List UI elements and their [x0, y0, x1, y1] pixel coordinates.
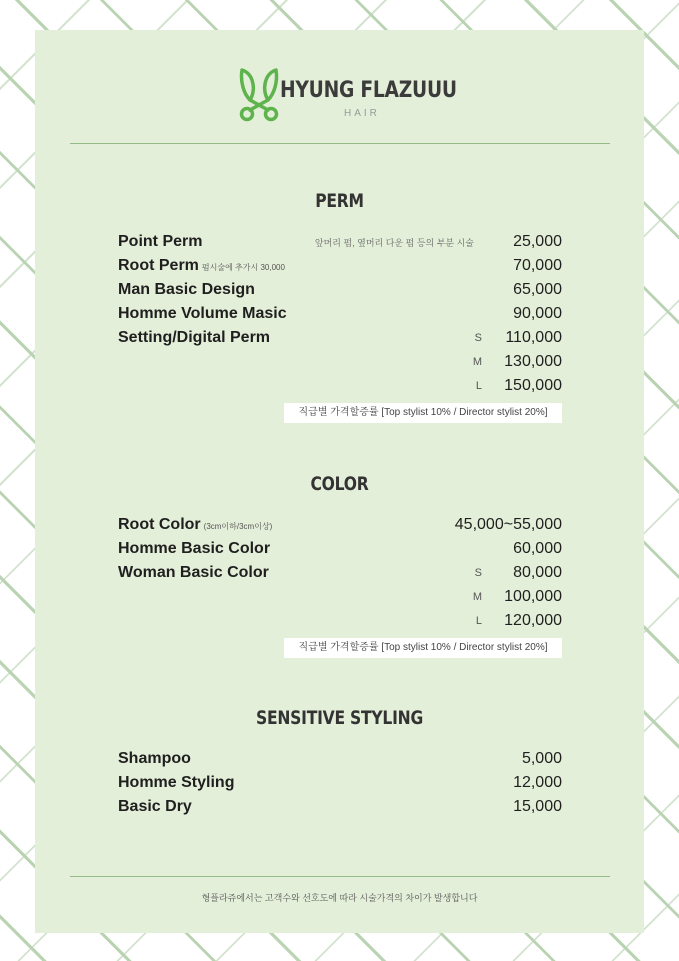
size-label: S [474, 332, 482, 344]
menu-row [118, 233, 562, 257]
item-note: 펌시술에 추가시 30,000 [201, 263, 285, 272]
menu-row [118, 798, 562, 822]
item-price: 110,000 [505, 329, 562, 346]
menu-row [118, 329, 562, 353]
item-name: Woman Basic Color [118, 564, 269, 581]
menu-row [118, 540, 562, 564]
item-description: 앞머리 펌, 옆머리 다운 펌 등의 부분 시술 [314, 238, 474, 248]
menu-row [118, 353, 562, 377]
section-title-perm: PERM [315, 190, 364, 212]
menu-row [118, 377, 562, 401]
item-price: 65,000 [513, 281, 562, 298]
menu-row [118, 588, 562, 612]
size-label: L [475, 380, 482, 392]
item-name: Setting/Digital Perm [118, 329, 271, 346]
size-label: S [474, 567, 482, 579]
item-price: 130,000 [504, 353, 562, 370]
footer-note: 형플라쥬에서는 고객수와 선호도에 따라 시술가격의 차이가 발생합니다 [201, 893, 478, 903]
surcharge-note: 직급별 가격할증률 [Top stylist 10% / Director stylist 20%] [284, 403, 562, 423]
size-label: M [472, 356, 482, 368]
size-label: M [472, 591, 482, 603]
item-price: 120,000 [504, 612, 562, 629]
divider-bottom [70, 876, 610, 877]
size-label: L [475, 615, 482, 627]
surcharge-note: 직급별 가격할증률 [Top stylist 10% / Director stylist 20%] [284, 638, 562, 658]
menu-row [118, 774, 562, 798]
brand-name: HYUNG FLAZUUU [280, 78, 457, 103]
divider-top [70, 143, 610, 144]
item-name-text: Root Color [118, 516, 201, 533]
brand-logo [236, 66, 457, 124]
item-price: 150,000 [504, 377, 562, 394]
item-price: 25,000 [513, 233, 562, 250]
item-note: (3cm이하/3cm이상) [203, 522, 273, 531]
menu-row [118, 281, 562, 305]
item-name: Homme Volume Masic [118, 305, 287, 322]
item-price: 12,000 [513, 774, 562, 791]
item-price: 45,000~55,000 [454, 516, 562, 533]
item-name [118, 257, 285, 275]
item-price: 80,000 [513, 564, 562, 581]
item-name: Man Basic Design [118, 281, 255, 298]
item-price: 60,000 [513, 540, 562, 557]
item-name: Homme Basic Color [118, 540, 271, 557]
menu-row [118, 516, 562, 540]
item-price: 100,000 [504, 588, 562, 605]
item-name: Homme Styling [118, 774, 235, 791]
item-name: Basic Dry [118, 798, 192, 815]
item-price: 70,000 [513, 257, 562, 274]
menu-row [118, 257, 562, 281]
item-price: 15,000 [513, 798, 562, 815]
menu-row [118, 564, 562, 588]
item-name: Point Perm [118, 233, 203, 250]
brand-sub: HAIR [344, 108, 380, 119]
scissors-leaf-icon [236, 66, 284, 124]
item-price: 5,000 [521, 750, 562, 767]
section-title-styling: SENSITIVE STYLING [256, 707, 423, 729]
item-name [118, 516, 272, 534]
section-title-color: COLOR [310, 473, 369, 495]
item-name: Shampoo [118, 750, 191, 767]
menu-row [118, 612, 562, 636]
menu-row [118, 750, 562, 774]
item-name-text: Root Perm [118, 257, 199, 274]
menu-row [118, 305, 562, 329]
item-price: 90,000 [513, 305, 562, 322]
